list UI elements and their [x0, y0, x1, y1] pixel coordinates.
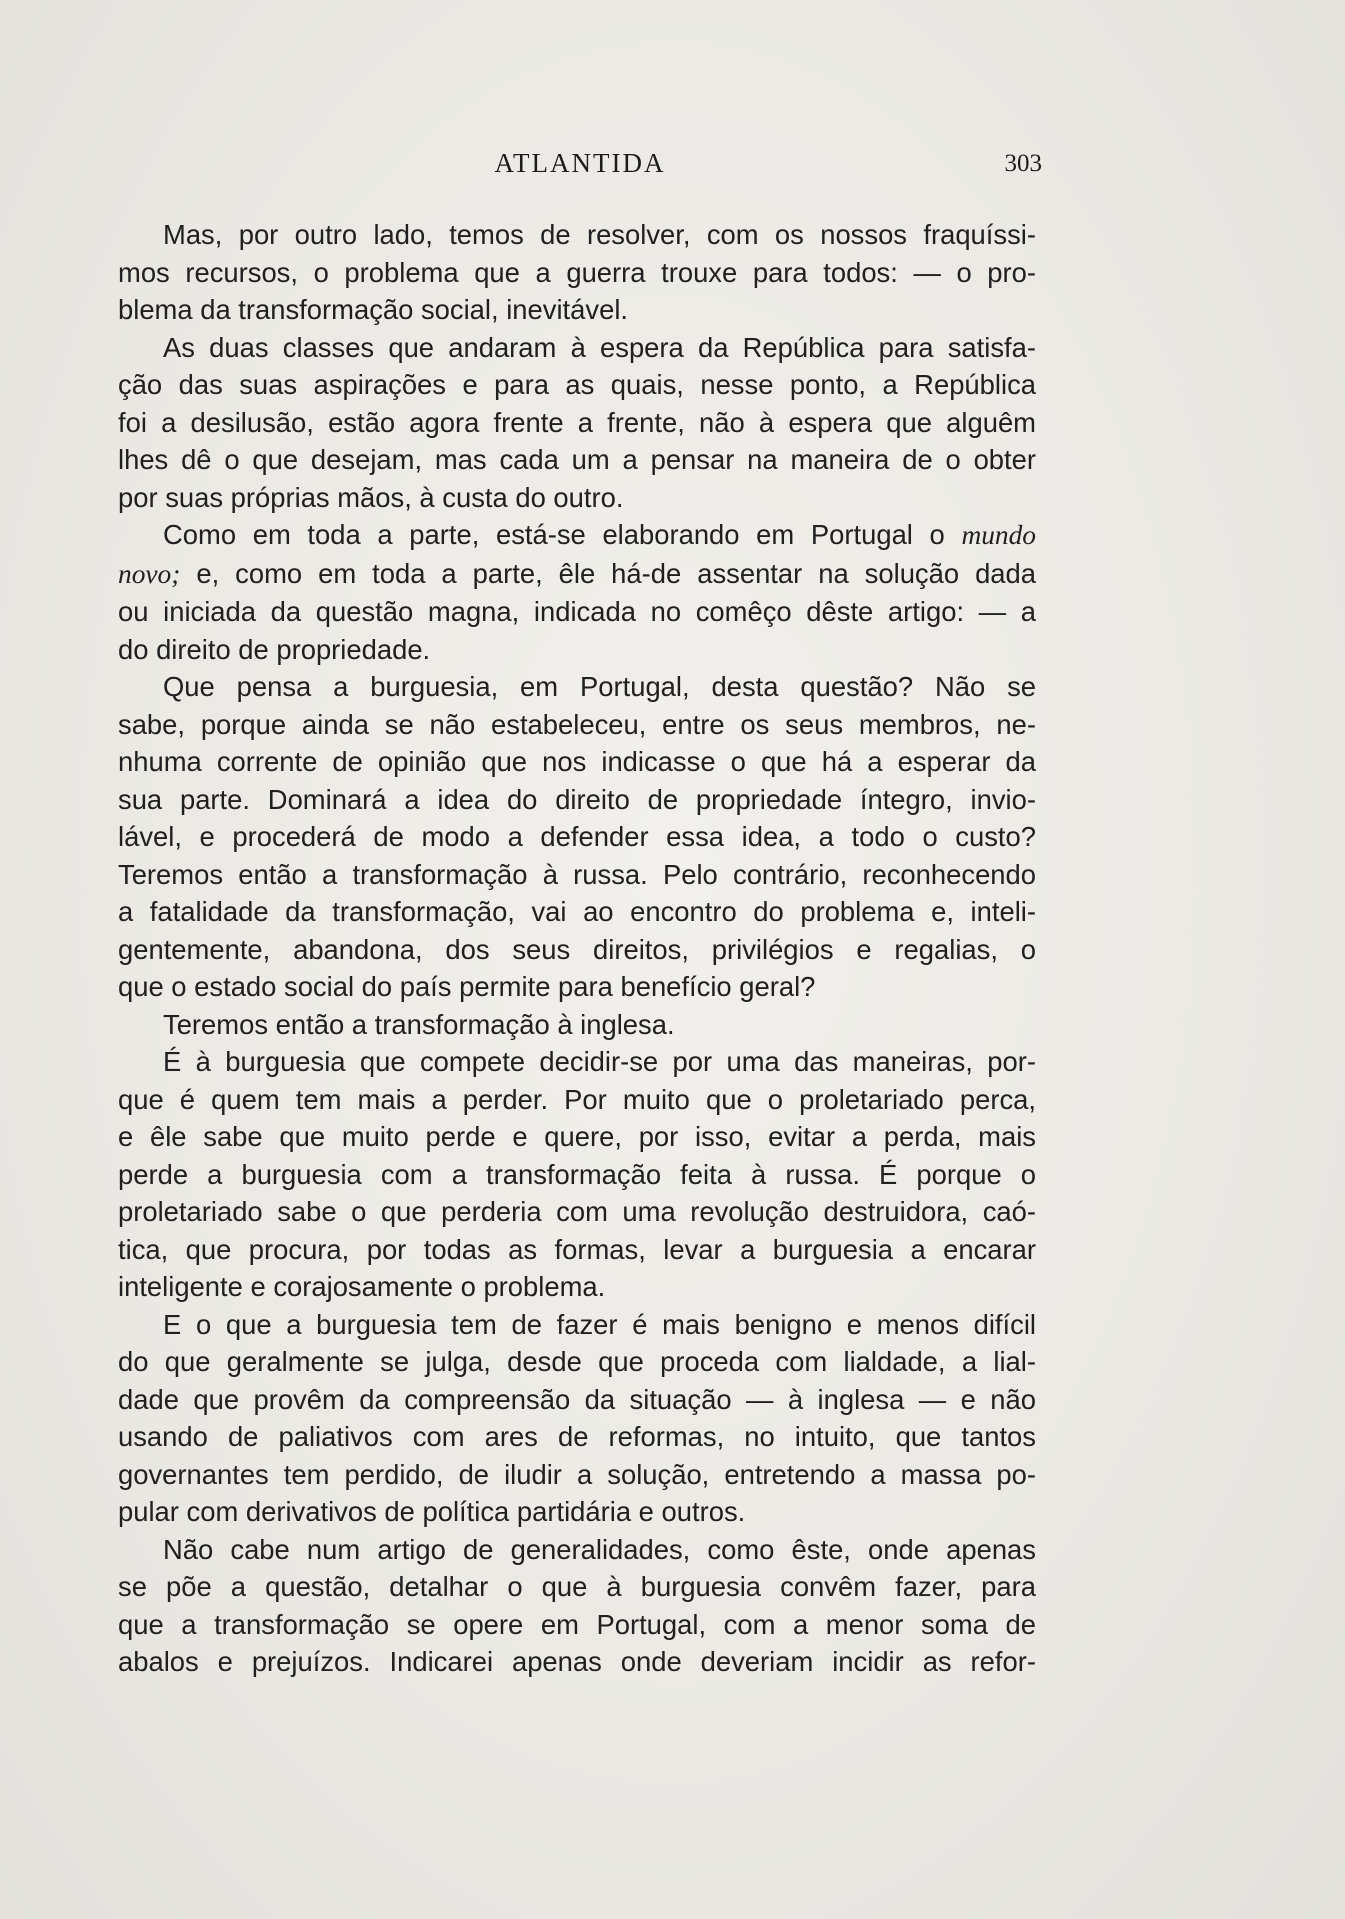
page-header	[118, 148, 1042, 182]
text-line: se põe a questão, detalhar o que à burguesia convêm fazer, para	[118, 1571, 1036, 1602]
text-line: perde a burguesia com a transformação feita à russa. É porque o	[118, 1158, 1036, 1190]
text-line: do direito de propriedade.	[118, 633, 431, 665]
text-line: As duas classes que andaram à espera da República para satisfa-	[163, 331, 1036, 363]
text-line: sabe, porque ainda se não estabeleceu, entre os seus membros, ne-	[118, 708, 1036, 740]
paragraph	[118, 329, 1036, 517]
paragraph	[118, 668, 1036, 1006]
paragraph	[118, 516, 1036, 668]
text-line: novo; e, como em toda a parte, êle há-de assentar na solução dada	[118, 557, 1036, 589]
text-line: blema da transformação social, inevitável.	[118, 294, 629, 325]
text-line: ção das suas aspirações e para as quais, nesse ponto, a República	[118, 369, 1036, 400]
text-line: Teremos então a transformação à russa. Pelo contrário, reconhecendo	[118, 858, 1036, 890]
text-line: e êle sabe que muito perde e quere, por isso, evitar a perda, mais	[118, 1121, 1036, 1152]
text-line: proletariado sabe o que perderia com uma revolução destruidora, caó-	[118, 1196, 1036, 1227]
paragraph	[118, 1043, 1036, 1306]
text-line: governantes tem perdido, de iludir a solução, entretendo a massa po-	[118, 1458, 1036, 1490]
text-line: do que geralmente se julga, desde que proceda com lialdade, a lial-	[118, 1346, 1036, 1377]
text-line: Como em toda a parte, está-se elaborando em Portugal o mundo	[163, 519, 1036, 550]
text-line: dade que provêm da compreensão da situação — à inglesa — e não	[118, 1383, 1036, 1415]
text-line: foi a desilusão, estão agora frente a frente, não à espera que alguêm	[118, 406, 1036, 438]
page-number: 303	[1004, 150, 1042, 177]
paragraph	[118, 216, 1036, 329]
text-line: É à burguesia que compete decidir-se por uma das maneiras, por-	[163, 1046, 1036, 1077]
text-line: tica, que procura, por todas as formas, levar a burguesia a encarar	[118, 1233, 1036, 1265]
paragraph	[118, 1531, 1036, 1681]
text-line: inteligente e corajosamente o problema.	[118, 1271, 606, 1302]
text-line: Que pensa a burguesia, em Portugal, desta questão? Não se	[163, 671, 1036, 702]
text-line: lável, e procederá de modo a defender essa idea, a todo o custo?	[118, 821, 1036, 852]
text-line: nhuma corrente de opinião que nos indicasse o que há a esperar da	[118, 746, 1036, 777]
text-line: lhes dê o que desejam, mas cada um a pensar na maneira de o obter	[118, 444, 1036, 475]
text-line: que a transformação se opere em Portugal, com a menor soma de	[118, 1608, 1036, 1640]
text-line: Não cabe num artigo de generalidades, como êste, onde apenas	[163, 1533, 1036, 1565]
text-line: por suas próprias mãos, à custa do outro.	[118, 481, 624, 513]
text-line: usando de paliativos com ares de reformas, no intuito, que tantos	[118, 1421, 1036, 1452]
text-line: que é quem tem mais a perder. Por muito que o proletariado perca,	[118, 1083, 1036, 1115]
text-line: sua parte. Dominará a idea do direito de propriedade íntegro, invio-	[118, 783, 1036, 815]
text-line: Teremos então a transformação à inglesa.	[163, 1008, 675, 1040]
text-line: E o que a burguesia tem de fazer é mais benigno e menos difícil	[163, 1308, 1036, 1340]
running-title: ATLANTIDA	[494, 148, 666, 178]
body-text	[118, 216, 1036, 1681]
text-line: mos recursos, o problema que a guerra trouxe para todos: — o pro-	[118, 256, 1036, 288]
text-line: a fatalidade da transformação, vai ao encontro do problema e, inteli-	[118, 896, 1036, 927]
paragraph	[118, 1006, 1036, 1044]
text-line: abalos e prejuízos. Indicarei apenas onde deveriam incidir as refor-	[118, 1646, 1036, 1677]
paragraph	[118, 1306, 1036, 1531]
text-line: que o estado social do país permite para benefício geral?	[118, 971, 816, 1002]
text-line: ou iniciada da questão magna, indicada no comêço dêste artigo: — a	[118, 596, 1036, 627]
text-line: gentemente, abandona, dos seus direitos, privilégios e regalias, o	[118, 933, 1036, 965]
text-line: Mas, por outro lado, temos de resolver, com os nossos fraquíssi-	[163, 219, 1036, 250]
text-line: pular com derivativos de política partidária e outros.	[118, 1496, 746, 1527]
